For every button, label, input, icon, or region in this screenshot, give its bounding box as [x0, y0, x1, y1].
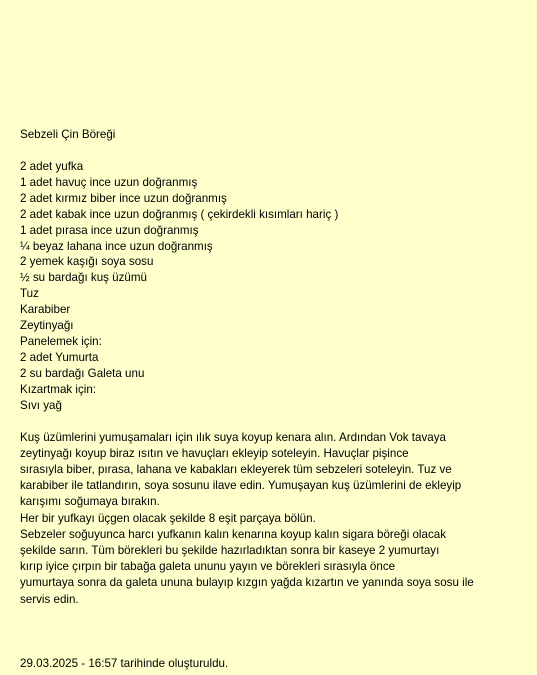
- instruction-line: Kuş üzümlerini yumuşamaları için ılık suya koyup kenara alın. Ardından Vok tavaya: [20, 430, 446, 444]
- ingredient-item: Tuz: [20, 287, 39, 301]
- ingredient-item: 1 adet pırasa ince uzun doğranmış: [20, 223, 199, 237]
- instruction-line: Sebzeler soğuyunca harcı yufkanın kalın kenarına koyup kalın sigara böreği olacak: [20, 527, 447, 541]
- ingredient-item: 2 yemek kaşığı soya sosu: [20, 255, 154, 269]
- instruction-line: karabiber ile tatlandırın, soya sosunu ilave edin. Yumuşayan kuş üzümlerini de ekleyip: [20, 479, 462, 493]
- ingredient-item: 2 adet kırmız biber ince uzun doğranmış: [20, 191, 227, 205]
- ingredient-item: Karabiber: [20, 303, 71, 317]
- recipe-title: Sebzeli Çin Böreği: [20, 128, 116, 141]
- instruction-line: Her bir yufkayı üçgen olacak şekilde 8 eşit parçaya bölün.: [20, 511, 316, 525]
- instruction-line: kırıp iyice çırpın bir tabağa galeta ununu yayın ve börekleri sırasıyla önce: [20, 560, 396, 574]
- ingredient-item: 2 adet Yumurta: [20, 350, 99, 364]
- spacer: [20, 414, 520, 430]
- recipe-document: [20, 127, 520, 608]
- ingredient-item: 2 adet yufka: [20, 160, 84, 173]
- ingredient-list: [20, 159, 520, 414]
- ingredient-item: Sıvı yağ: [20, 398, 62, 412]
- instruction-line: servis edin.: [20, 592, 79, 606]
- instruction-line: zeytinyağı koyup biraz ısıtın ve havuçları ekleyip soteleyin. Havuçlar pişince: [20, 446, 409, 460]
- instruction-line: sırasıyla biber, pırasa, lahana ve kabakları ekleyerek tüm sebzeleri soteleyin. Tuz ve: [20, 462, 452, 476]
- ingredient-item: Zeytinyağı: [20, 319, 74, 333]
- ingredient-item: Kızartmak için:: [20, 382, 97, 396]
- ingredient-item: ½ su bardağı kuş üzümü: [20, 271, 147, 285]
- instruction-line: şekilde sarın. Tüm börekleri bu şekilde hazırladıktan sonra bir kaseye 2 yumurtayı: [20, 543, 440, 557]
- instruction-line: karışımı soğumaya bırakın.: [20, 495, 160, 509]
- instructions: [20, 430, 520, 608]
- ingredient-item: Panelemek için:: [20, 334, 102, 348]
- created-timestamp: 29.03.2025 - 16:57 tarihinde oluşturuldu.: [20, 657, 229, 670]
- ingredient-item: 2 su bardağı Galeta unu: [20, 366, 145, 380]
- spacer: [20, 143, 520, 159]
- ingredient-item: 1 adet havuç ince uzun doğranmış: [20, 175, 198, 189]
- ingredient-item: ¼ beyaz lahana ince uzun doğranmış: [20, 239, 213, 253]
- instruction-line: yumurtaya sonra da galeta ununa bulayıp kızgın yağda kızartın ve yanında soya sosu ile: [20, 576, 474, 590]
- ingredient-item: 2 adet kabak ince uzun doğranmış ( çekirdekli kısımları hariç ): [20, 207, 339, 221]
